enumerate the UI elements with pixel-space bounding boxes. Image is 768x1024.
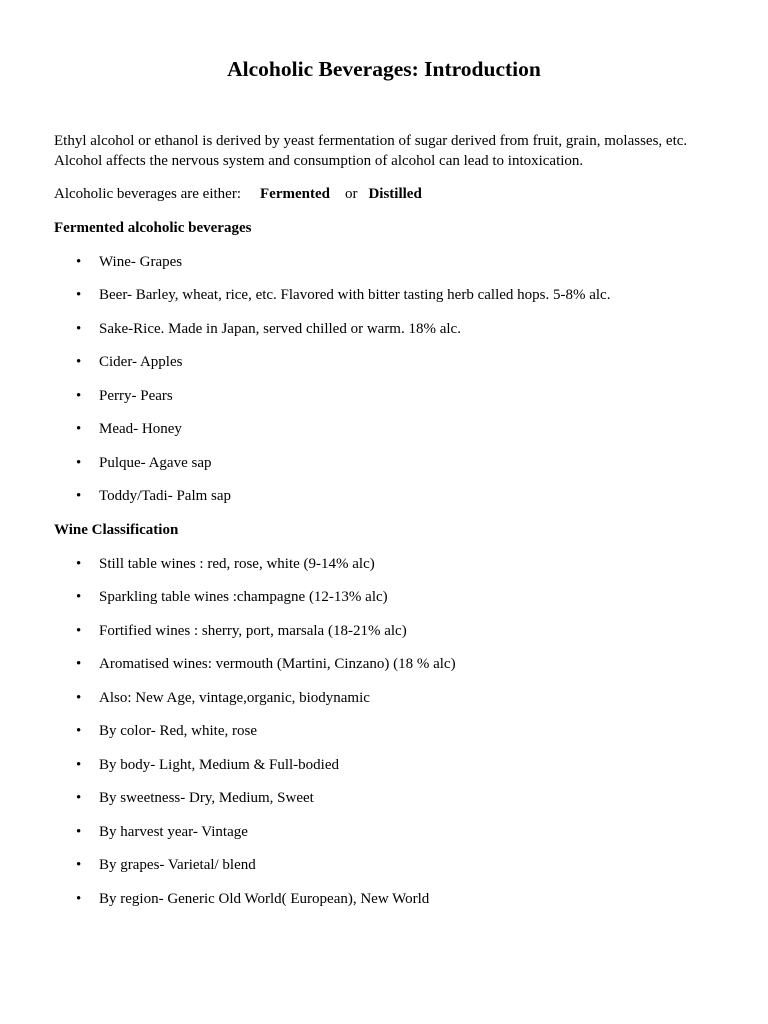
intro-paragraph bbox=[54, 131, 714, 171]
list-item: • Pulque- Agave sap bbox=[76, 454, 212, 471]
bullet-icon: • bbox=[76, 589, 82, 605]
beverage-types-prefix: Alcoholic beverages are either: bbox=[54, 186, 241, 202]
distilled-option: Distilled bbox=[368, 186, 422, 202]
bullet-icon: • bbox=[76, 387, 82, 404]
list-item: • Mead- Honey bbox=[76, 421, 182, 437]
bullet-icon: • bbox=[76, 454, 82, 471]
bullet-icon: • bbox=[76, 823, 82, 840]
list-item: • Also: New Age, vintage,organic, biodynamic bbox=[76, 689, 370, 706]
bullet-icon: • bbox=[76, 421, 82, 437]
bullet-icon: • bbox=[76, 656, 82, 672]
list-item: • Perry- Pears bbox=[76, 387, 173, 404]
list-item: • By sweetness- Dry, Medium, Sweet bbox=[76, 790, 314, 806]
list-item: • Sparkling table wines :champagne (12-13% alc) bbox=[76, 589, 388, 605]
bullet-icon: • bbox=[76, 790, 82, 806]
bullet-icon: • bbox=[76, 723, 82, 739]
wine-classification-list bbox=[54, 554, 714, 909]
list-item: • Cider- Apples bbox=[76, 354, 183, 370]
list-item: • Still table wines : red, rose, white (9-14% alc) bbox=[76, 555, 375, 572]
bullet-icon: • bbox=[76, 857, 82, 873]
list-item: • Aromatised wines: vermouth (Martini, Cinzano) (18 % alc) bbox=[76, 656, 456, 672]
list-item: • By region- Generic Old World( European), New World bbox=[76, 890, 430, 907]
bullet-icon: • bbox=[76, 320, 82, 337]
bullet-icon: • bbox=[76, 287, 82, 303]
page-title: Alcoholic Beverages: Introduction bbox=[227, 57, 541, 81]
bullet-icon: • bbox=[76, 555, 82, 572]
list-item: • Sake-Rice. Made in Japan, served chilled or warm. 18% alc. bbox=[76, 320, 461, 337]
bullet-icon: • bbox=[76, 689, 82, 706]
bullet-icon: • bbox=[76, 756, 82, 773]
list-item: • By color- Red, white, rose bbox=[76, 723, 257, 739]
intro-line-1: Ethyl alcohol or ethanol is derived by yeast fermentation of sugar derived from fruit, grain, molasses, etc. bbox=[54, 133, 688, 149]
fermented-option: Fermented bbox=[260, 186, 330, 202]
intro-line-2: Alcohol affects the nervous system and consumption of alcohol can lead to intoxication. bbox=[54, 153, 584, 169]
list-item: • By grapes- Varietal/ blend bbox=[76, 857, 256, 873]
bullet-icon: • bbox=[76, 488, 82, 504]
bullet-icon: • bbox=[76, 354, 82, 370]
bullet-icon: • bbox=[76, 890, 82, 907]
list-item: • By harvest year- Vintage bbox=[76, 823, 248, 840]
wine-classification-heading: Wine Classification bbox=[54, 522, 179, 538]
bullet-icon: • bbox=[76, 253, 82, 270]
list-item: • By body- Light, Medium & Full-bodied bbox=[76, 756, 339, 773]
list-item: • Fortified wines : sherry, port, marsala (18-21% alc) bbox=[76, 622, 407, 639]
bullet-icon: • bbox=[76, 622, 82, 639]
beverage-types-line bbox=[54, 184, 714, 204]
list-item: • Toddy/Tadi- Palm sap bbox=[76, 488, 232, 504]
or-connector: or bbox=[344, 186, 358, 202]
list-item: • Beer- Barley, wheat, rice, etc. Flavored with bitter tasting herb called hops. 5-8% alc. bbox=[76, 287, 611, 303]
list-item: • Wine- Grapes bbox=[76, 253, 183, 270]
fermented-list bbox=[54, 252, 714, 507]
fermented-heading: Fermented alcoholic beverages bbox=[54, 220, 252, 236]
